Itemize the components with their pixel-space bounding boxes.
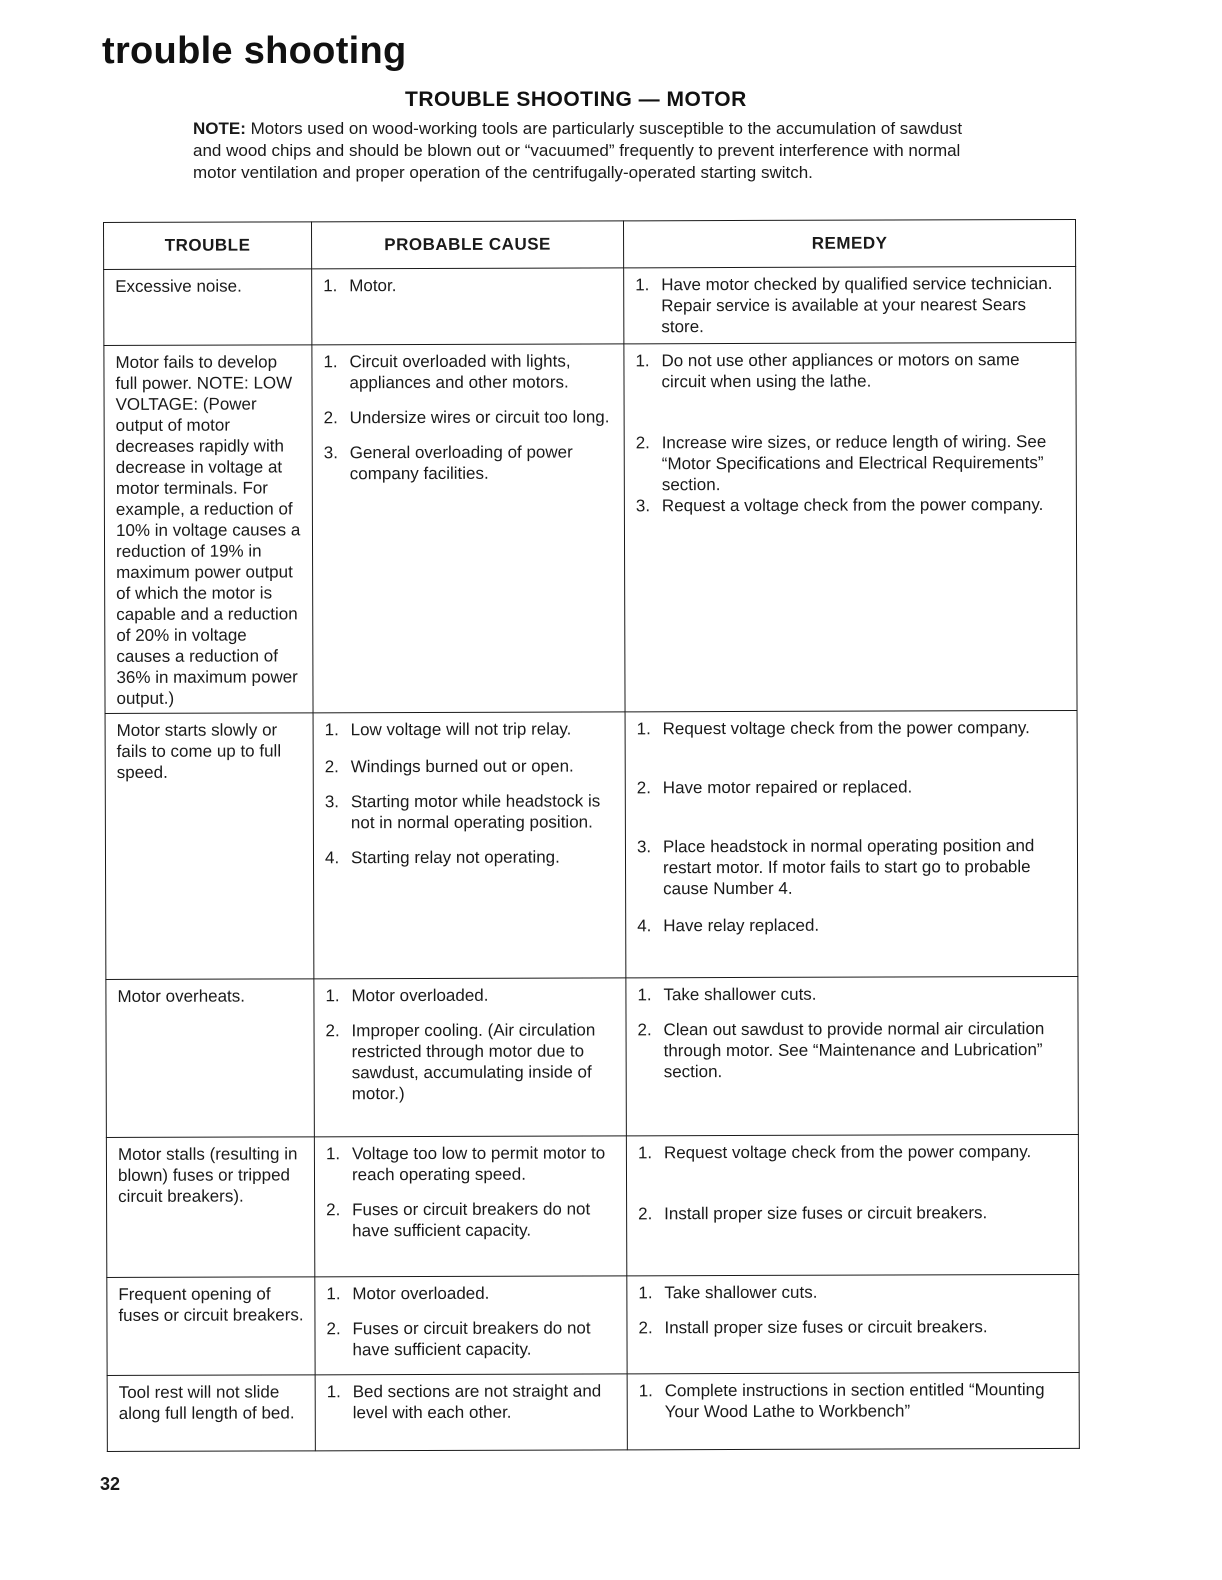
remedy-cell (627, 1372, 1079, 1449)
remedy-item-text: Request voltage check from the power company. (663, 1142, 1032, 1163)
remedy-item (637, 835, 1069, 899)
cause-list (323, 350, 615, 484)
remedy-item-number: 2. (638, 1318, 653, 1338)
remedy-item-text: Increase wire sizes, or reduce length of wiring. See “Motor Specifications and Electrical Requirements” section. (661, 432, 1047, 495)
remedy-item-text: Have motor checked by qualified service technician. Repair service is available at your nearest Sears store. (661, 274, 1053, 337)
table-row (107, 1372, 1079, 1451)
remedy-cell (626, 976, 1078, 1135)
cause-item (324, 406, 616, 428)
cause-item-text: Starting motor while headstock is not in normal operating position. (350, 791, 601, 833)
cause-cell (315, 1374, 627, 1451)
cause-item-text: Undersize wires or circuit too long. (349, 407, 610, 428)
trouble-cell: Motor fails to develop full power. NOTE: LOW VOLTAGE: (Power output of motor decreases rapidly with decrease in voltage at motor terminals. For example, a reduction of 10% in voltage causes a reduction of 19% in maximum power output of which the motor is capable and a reduction of 20% in voltage causes a reduction of 36% in maximum power output.) (104, 345, 313, 714)
cause-list (325, 718, 617, 868)
cause-item (323, 274, 615, 296)
remedy-item (637, 914, 1069, 936)
remedy-item (638, 1018, 1070, 1082)
cause-item (324, 441, 616, 484)
cause-item (325, 755, 617, 777)
troubleshooting-table (103, 219, 1080, 1452)
remedy-item-text: Complete instructions in section entitled “Mounting Your Wood Lathe to Workbench” (664, 1380, 1045, 1422)
table-row (106, 1134, 1078, 1277)
cause-item-number: 1. (323, 352, 338, 372)
table-row (105, 710, 1078, 979)
remedy-cell (624, 342, 1077, 711)
remedy-item-text: Request voltage check from the power company. (662, 718, 1030, 739)
cause-item-number: 2. (323, 408, 338, 428)
remedy-item (638, 1202, 1070, 1224)
remedy-item (635, 349, 1067, 392)
trouble-cell: Excessive noise. (104, 269, 312, 346)
remedy-list (635, 349, 1068, 516)
cause-item-number: 1. (326, 1382, 341, 1402)
cause-item-number: 2. (326, 1200, 341, 1220)
cause-item-number: 3. (324, 792, 340, 812)
remedy-item-number: 1. (636, 719, 651, 739)
cause-item (323, 350, 615, 393)
remedy-cell (625, 710, 1078, 977)
cause-cell (313, 712, 626, 979)
note-text: Motors used on wood-working tools are particularly susceptible to the accumulation of sawdust and wood chips and should be blown out or “vacuumed” frequently to prevent interference with normal motor ventilation and proper operation of the centrifugally-operated starting switch. (193, 119, 963, 182)
cause-item-text: Improper cooling. (Air circulation restricted through motor due to sawdust, accumulating inside of motor.) (351, 1020, 596, 1104)
cause-item (325, 846, 617, 868)
cause-cell (314, 978, 626, 1137)
remedy-item-text: Take shallower cuts. (663, 984, 817, 1005)
cause-item-text: Windings burned out or open. (350, 756, 574, 777)
cause-list (323, 274, 615, 296)
cause-item (326, 1282, 618, 1304)
cause-item-text: Bed sections are not straight and level with each other. (352, 1381, 602, 1423)
cause-item-text: Motor overloaded. (351, 985, 489, 1006)
cause-item-text: Starting relay not operating. (350, 847, 560, 868)
cause-cell (314, 1136, 626, 1277)
cause-item-text: Low voltage will not trip relay. (350, 719, 572, 740)
cause-item-text: Fuses or circuit breakers do not have sufficient capacity. (352, 1199, 591, 1241)
cause-item (325, 984, 617, 1006)
cause-item (326, 1019, 618, 1104)
trouble-cell: Tool rest will not slide along full length of bed. (107, 1375, 315, 1452)
cause-item (326, 1142, 618, 1185)
remedy-item (636, 431, 1068, 495)
cause-item-number: 3. (323, 443, 338, 463)
trouble-cell: Motor overheats. (106, 979, 314, 1138)
cause-item-text: General overloading of power company facilities. (349, 442, 573, 484)
page-title: trouble shooting (102, 30, 407, 72)
table-row (104, 342, 1077, 713)
remedy-item (637, 776, 1069, 798)
remedy-item (636, 494, 1068, 516)
cause-item-number: 1. (325, 1144, 341, 1164)
cause-item-text: Circuit overloaded with lights, appliances and other motors. (349, 351, 571, 393)
remedy-list (638, 1281, 1070, 1338)
cause-list (327, 1380, 619, 1423)
remedy-cell (627, 1274, 1079, 1373)
cause-list (326, 1142, 618, 1241)
cause-item-number: 1. (326, 1284, 341, 1304)
note-label: NOTE: (193, 119, 246, 138)
remedy-item-number: 2. (635, 433, 650, 453)
cause-item (325, 718, 617, 740)
remedy-item (638, 1281, 1070, 1303)
remedy-item-number: 2. (638, 1204, 653, 1224)
table-row (106, 976, 1078, 1137)
remedy-item-number: 2. (637, 1020, 652, 1040)
remedy-item-text: Place headstock in normal operating position and restart motor. If motor fails to start go to probable cause Number 4. (662, 836, 1035, 899)
remedy-item (637, 983, 1069, 1005)
remedy-item (637, 717, 1069, 739)
cause-item-number: 1. (324, 720, 339, 740)
section-title: TROUBLE SHOOTING — MOTOR (405, 88, 747, 111)
cause-item-number: 4. (324, 848, 340, 868)
cause-list (325, 984, 617, 1104)
remedy-item-text: Have relay replaced. (663, 915, 820, 936)
cause-item (326, 1317, 618, 1360)
trouble-cell: Motor starts slowly or fails to come up to full speed. (105, 713, 314, 980)
remedy-list (635, 273, 1067, 337)
remedy-item (638, 1141, 1070, 1163)
remedy-item-text: Do not use other appliances or motors on same circuit when using the lathe. (661, 350, 1020, 392)
page-number: 32 (100, 1474, 121, 1494)
cause-item-number: 1. (323, 276, 338, 296)
remedy-cell (624, 266, 1076, 343)
remedy-list (637, 983, 1069, 1082)
remedy-item (635, 273, 1067, 337)
remedy-list (638, 1141, 1070, 1224)
remedy-item-number: 2. (636, 778, 651, 798)
remedy-item (639, 1379, 1071, 1422)
remedy-item-number: 1. (638, 1381, 653, 1401)
remedy-item-text: Install proper size fuses or circuit breakers. (664, 1203, 988, 1224)
trouble-cell: Motor stalls (resulting in blown) fuses or tripped circuit breakers). (106, 1137, 314, 1278)
remedy-item-number: 1. (638, 1283, 653, 1303)
remedy-item-number: 3. (635, 496, 651, 516)
remedy-item-text: Have motor repaired or replaced. (662, 777, 913, 798)
table-row (107, 1274, 1079, 1375)
remedy-item-number: 4. (637, 916, 652, 936)
motor-note (193, 118, 993, 184)
remedy-item-number: 3. (636, 837, 652, 857)
header-trouble: TROUBLE (104, 222, 312, 270)
cause-item-text: Motor overloaded. (352, 1283, 490, 1304)
remedy-item-number: 1. (635, 351, 650, 371)
remedy-item (638, 1316, 1070, 1338)
cause-item (327, 1380, 619, 1423)
remedy-item-text: Take shallower cuts. (664, 1282, 818, 1303)
remedy-list (637, 717, 1070, 936)
header-remedy: REMEDY (623, 219, 1075, 267)
remedy-list (639, 1379, 1071, 1422)
cause-item (325, 790, 617, 833)
cause-item-text: Motor. (349, 276, 397, 296)
cause-list (326, 1282, 618, 1360)
table-row (104, 266, 1076, 345)
cause-cell (312, 268, 624, 345)
table-body (104, 266, 1080, 1451)
remedy-item-text: Install proper size fuses or circuit breakers. (664, 1317, 988, 1338)
remedy-item-number: 1. (637, 1143, 653, 1163)
cause-item-text: Voltage too low to permit motor to reach operating speed. (351, 1143, 606, 1185)
cause-item-number: 1. (325, 986, 340, 1006)
cause-cell (315, 1276, 627, 1375)
cause-item (326, 1198, 618, 1241)
cause-cell (312, 344, 625, 713)
table-header-row (104, 219, 1076, 269)
trouble-cell: Frequent opening of fuses or circuit breakers. (107, 1277, 315, 1376)
remedy-item-text: Request a voltage check from the power company. (661, 495, 1044, 516)
header-probable-cause: PROBABLE CAUSE (312, 221, 624, 269)
remedy-item-number: 1. (635, 275, 650, 295)
remedy-cell (626, 1134, 1078, 1275)
remedy-item-text: Clean out sawdust to provide normal air circulation through motor. See “Maintenance and Lubrication” section. (663, 1019, 1045, 1082)
remedy-item-number: 1. (637, 985, 652, 1005)
cause-item-text: Fuses or circuit breakers do not have sufficient capacity. (352, 1318, 591, 1360)
cause-item-number: 2. (325, 1021, 340, 1041)
cause-item-number: 2. (324, 757, 339, 777)
cause-item-number: 2. (326, 1319, 341, 1339)
